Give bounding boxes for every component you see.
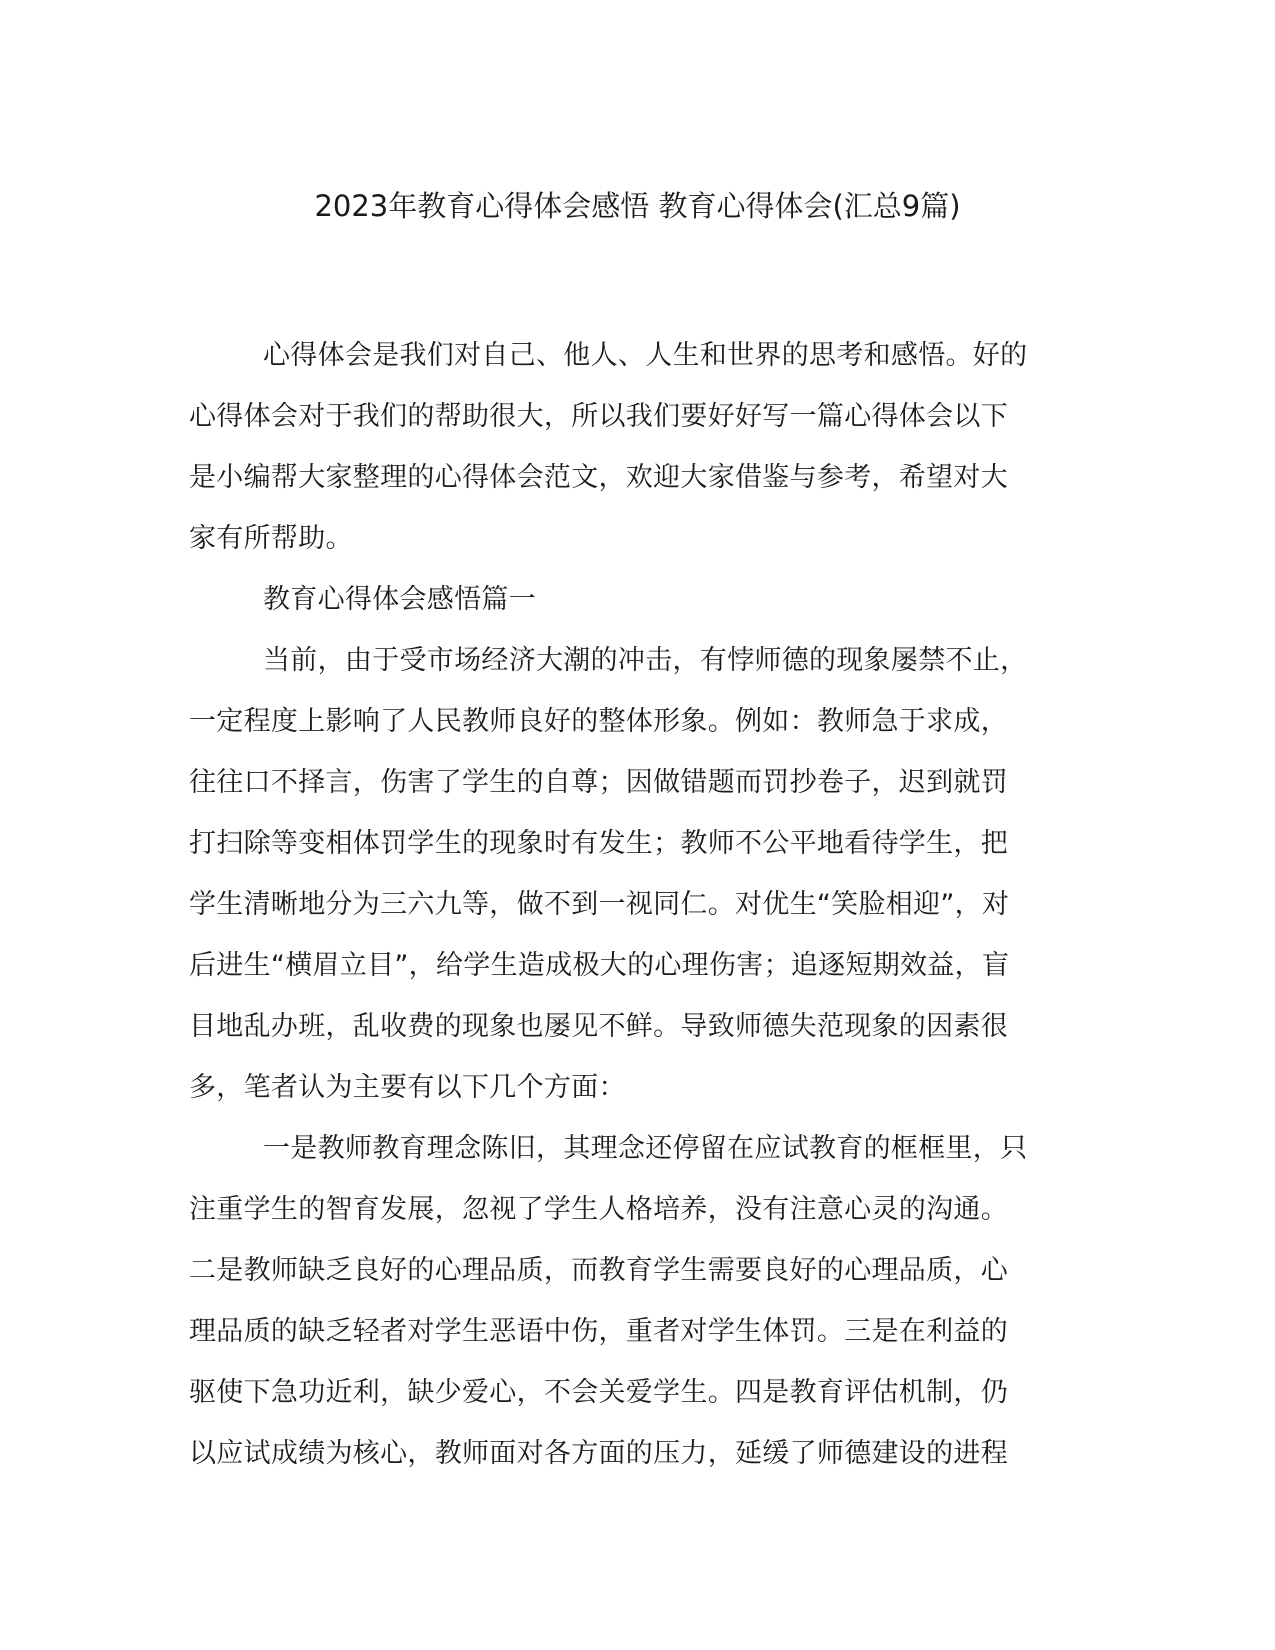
paragraph-line: 一定程度上影响了人民教师良好的整体形象。例如：教师急于求成， [189, 706, 1008, 737]
paragraph-line: 后进生“横眉立目”，给学生造成极大的心理伤害；追逐短期效益，盲 [189, 950, 1010, 981]
paragraph-line: 目地乱办班，乱收费的现象也屡见不鲜。导致师德失范现象的因素很 [189, 1011, 1008, 1042]
paragraph-line: 学生清晰地分为三六九等，做不到一视同仁。对优生“笑脸相迎”，对 [189, 889, 1010, 920]
section-heading: 教育心得体会感悟篇一 [263, 584, 536, 615]
paragraph-line: 理品质的缺乏轻者对学生恶语中伤，重者对学生体罚。三是在利益的 [189, 1316, 1008, 1347]
paragraph-line: 驱使下急功近利，缺少爱心，不会关爱学生。四是教育评估机制，仍 [189, 1377, 1008, 1408]
paragraph-line: 二是教师缺乏良好的心理品质，而教育学生需要良好的心理品质，心 [189, 1255, 1008, 1286]
paragraph-line: 心得体会是我们对自己、他人、人生和世界的思考和感悟。好的 [263, 340, 1028, 371]
document-body [189, 325, 1089, 1484]
paragraph-line: 心得体会对于我们的帮助很大，所以我们要好好写一篇心得体会以下 [189, 401, 1008, 432]
paragraph-line: 往往口不择言，伤害了学生的自尊；因做错题而罚抄卷子，迟到就罚 [189, 767, 1008, 798]
paragraph-line: 以应试成绩为核心，教师面对各方面的压力，延缓了师德建设的进程 [189, 1438, 1008, 1469]
paragraph-line: 一是教师教育理念陈旧，其理念还停留在应试教育的框框里，只 [263, 1133, 1028, 1164]
paragraph-line: 打扫除等变相体罚学生的现象时有发生；教师不公平地看待学生，把 [189, 828, 1008, 859]
document-title: 2023年教育心得体会感悟 教育心得体会(汇总9篇) [314, 189, 961, 223]
paragraph-line: 家有所帮助。 [189, 523, 353, 554]
paragraph-line: 注重学生的智育发展，忽视了学生人格培养，没有注意心灵的沟通。 [189, 1194, 1008, 1225]
paragraph-line: 是小编帮大家整理的心得体会范文，欢迎大家借鉴与参考，希望对大 [189, 462, 1008, 493]
paragraph-line: 当前，由于受市场经济大潮的冲击，有悖师德的现象屡禁不止， [263, 645, 1028, 676]
paragraph-line: 多，笔者认为主要有以下几个方面： [189, 1072, 626, 1103]
